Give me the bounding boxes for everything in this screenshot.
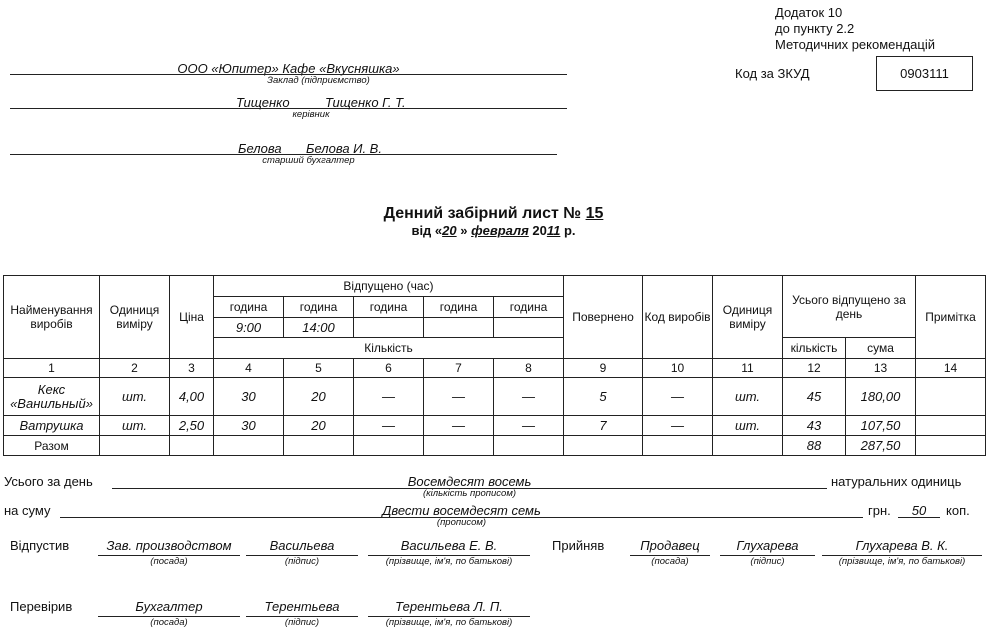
day-total-value: Восемдесят восемь (407, 474, 532, 489)
row-code: — (643, 416, 713, 436)
header-total-qty: кількість (783, 338, 846, 359)
released-name-caption: (прізвище, ім'я, по батькові) (385, 556, 513, 567)
total-row (4, 436, 986, 456)
released-signature-caption: (підпис) (284, 556, 320, 567)
date-mid: » (460, 223, 468, 238)
checked-label: Перевірив (10, 599, 73, 614)
time-1: 9:00 (214, 318, 284, 338)
appendix-line-1: Додаток 10 (775, 5, 843, 20)
row-unit: шт. (100, 378, 170, 416)
kop-line (898, 517, 940, 518)
col-number: 4 (214, 359, 284, 378)
date-year-prefix: 20 (532, 223, 547, 238)
row-returned: 7 (564, 416, 643, 436)
time-4 (424, 318, 494, 338)
row-price: 4,00 (170, 378, 214, 416)
title-number: 15 (585, 205, 604, 222)
header-total-sum: сума (846, 338, 916, 359)
row-code: — (643, 378, 713, 416)
col-number: 6 (354, 359, 424, 378)
col-number: 3 (170, 359, 214, 378)
released-signature: Васильева (269, 538, 335, 553)
col-number: 14 (916, 359, 986, 378)
checked-position: Бухгалтер (135, 599, 203, 614)
row-returned: 5 (564, 378, 643, 416)
header-released: Відпущено (час) (214, 276, 564, 297)
col-number: 7 (424, 359, 494, 378)
org-caption: Заклад (підприємство) (267, 75, 370, 86)
header-quantity: Кількість (214, 338, 564, 359)
col-number: 11 (713, 359, 783, 378)
col-number: 5 (284, 359, 354, 378)
date-year-suffix: 11 (546, 223, 561, 238)
accountant-signature: Белова (238, 141, 282, 156)
col-number: 8 (494, 359, 564, 378)
empty-cell (643, 436, 713, 456)
date-year-end: р. (563, 223, 576, 238)
row-q1: 30 (214, 378, 284, 416)
row-q5: — (494, 416, 564, 436)
code-label: Код за ЗКУД (735, 66, 810, 81)
header-returned: Повернено (564, 276, 643, 359)
checked-position-caption: (посада) (150, 617, 188, 628)
header-note: Примітка (916, 276, 986, 359)
issue-table (3, 275, 986, 456)
code-box: 0903111 (876, 56, 973, 91)
row-q4: — (424, 416, 494, 436)
header-hour-1: година (214, 297, 284, 318)
header-hour-3: година (354, 297, 424, 318)
empty-cell (214, 436, 284, 456)
row-total-qty: 43 (783, 416, 846, 436)
column-numbers-row (4, 359, 986, 378)
header-code: Код виробів (643, 276, 713, 359)
appendix-line-3: Методичних рекомендацій (775, 37, 935, 52)
released-position-caption: (посада) (150, 556, 188, 567)
row-q2: 20 (284, 378, 354, 416)
time-3 (354, 318, 424, 338)
row-name: Кекс «Ванильный» (4, 378, 100, 416)
head-caption: керівник (292, 109, 330, 120)
sum-value: Двести восемдесят семь (382, 503, 541, 518)
appendix-line-2: до пункту 2.2 (775, 21, 855, 36)
row-price: 2,50 (170, 416, 214, 436)
row-q4: — (424, 378, 494, 416)
checked-signature: Терентьева (264, 599, 340, 614)
accepted-label: Прийняв (552, 538, 605, 553)
col-number: 1 (4, 359, 100, 378)
row-q2: 20 (284, 416, 354, 436)
accountant-name: Белова И. В. (306, 141, 382, 156)
empty-cell (284, 436, 354, 456)
header-total: Усього відпущено за день (783, 276, 916, 338)
head-name: Тищенко Г. Т. (325, 95, 406, 110)
org-value: ООО «Юпитер» Кафе «Вкусняшка» (177, 61, 400, 76)
document-date (0, 223, 987, 238)
row-q5: — (494, 378, 564, 416)
grn-label: грн. (868, 503, 891, 518)
row-total-sum: 180,00 (846, 378, 916, 416)
time-2: 14:00 (284, 318, 354, 338)
released-position: Зав. производством (106, 538, 232, 553)
table-row (4, 378, 986, 416)
kop-label: коп. (946, 503, 970, 518)
title-text: Денний забірний лист № (383, 205, 582, 222)
col-number: 10 (643, 359, 713, 378)
accountant-caption: старший бухгалтер (262, 155, 355, 166)
checked-signature-caption: (підпис) (284, 617, 320, 628)
header-unit-2: Одиниця виміру (713, 276, 783, 359)
checked-name: Терентьева Л. П. (395, 599, 503, 614)
empty-cell (564, 436, 643, 456)
document-title (0, 205, 987, 223)
empty-cell (100, 436, 170, 456)
header-hour-2: година (284, 297, 354, 318)
sum-caption: (прописом) (436, 517, 487, 528)
time-5 (494, 318, 564, 338)
empty-cell (170, 436, 214, 456)
accepted-signature: Глухарева (736, 538, 799, 553)
row-name: Ватрушка (4, 416, 100, 436)
date-day: 20 (442, 223, 457, 238)
head-signature: Тищенко (236, 95, 290, 110)
day-total-caption: (кількість прописом) (422, 488, 517, 499)
row-q3: — (354, 378, 424, 416)
row-q1: 30 (214, 416, 284, 436)
accepted-position: Продавец (640, 538, 700, 553)
day-total-suffix: натуральних одиниць (831, 474, 962, 489)
col-number: 13 (846, 359, 916, 378)
row-q3: — (354, 416, 424, 436)
total-sum: 287,50 (846, 436, 916, 456)
kop-value: 50 (911, 503, 927, 518)
header-price: Ціна (170, 276, 214, 359)
date-prefix: від « (411, 223, 443, 238)
col-number: 9 (564, 359, 643, 378)
empty-cell (713, 436, 783, 456)
col-number: 2 (100, 359, 170, 378)
row-total-qty: 45 (783, 378, 846, 416)
col-number: 12 (783, 359, 846, 378)
row-note (916, 378, 986, 416)
total-label: Разом (4, 436, 100, 456)
row-unit-2: шт. (713, 378, 783, 416)
accepted-position-caption: (посада) (651, 556, 689, 567)
released-name: Васильева Е. В. (400, 538, 498, 553)
row-total-sum: 107,50 (846, 416, 916, 436)
day-total-label: Усього за день (4, 474, 93, 489)
checked-name-caption: (прізвище, ім'я, по батькові) (385, 617, 513, 628)
accepted-name-caption: (прізвище, ім'я, по батькові) (838, 556, 966, 567)
appendix-note (775, 5, 935, 53)
row-note (916, 416, 986, 436)
empty-cell (354, 436, 424, 456)
header-name: Найменування виробів (4, 276, 100, 359)
header-hour-4: година (424, 297, 494, 318)
empty-cell (424, 436, 494, 456)
sum-label: на суму (4, 503, 51, 518)
empty-cell (494, 436, 564, 456)
date-month: февраля (471, 223, 529, 238)
header-hour-5: година (494, 297, 564, 318)
accepted-signature-caption: (підпис) (750, 556, 785, 567)
row-unit: шт. (100, 416, 170, 436)
header-unit: Одиниця виміру (100, 276, 170, 359)
released-label: Відпустив (10, 538, 70, 553)
empty-cell (916, 436, 986, 456)
row-unit-2: шт. (713, 416, 783, 436)
accepted-name: Глухарева В. К. (855, 538, 949, 553)
table-row (4, 416, 986, 436)
total-qty: 88 (783, 436, 846, 456)
